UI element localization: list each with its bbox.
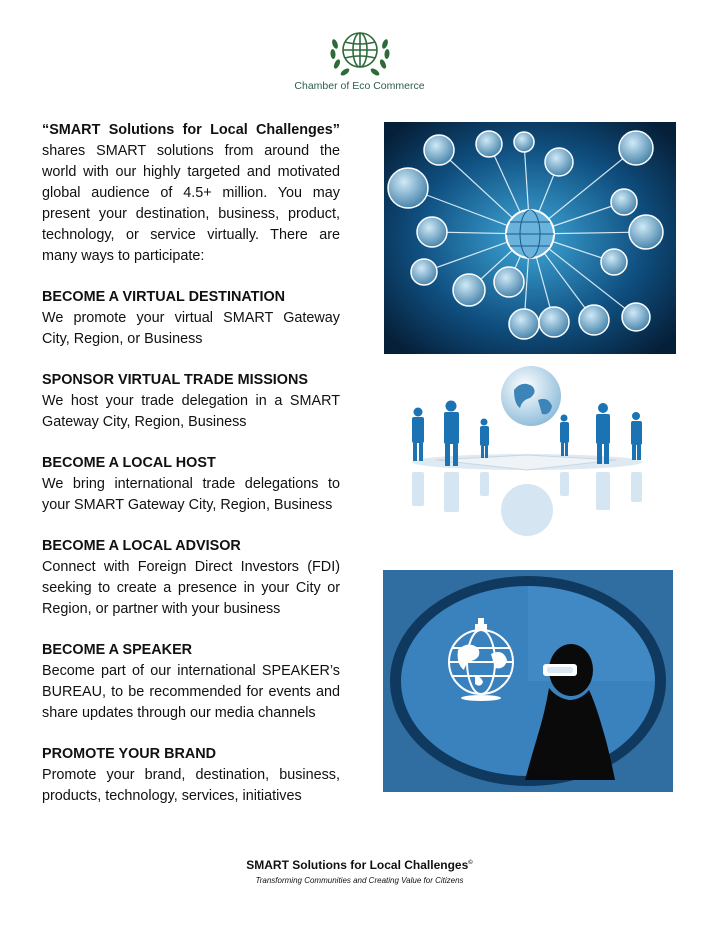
section-local-host <box>42 453 340 516</box>
section-virtual-destination <box>42 287 340 350</box>
section-heading: BECOME A VIRTUAL DESTINATION <box>42 289 286 305</box>
section-local-advisor <box>42 536 340 620</box>
content-column <box>42 120 340 807</box>
intro-paragraph <box>42 120 340 267</box>
business-people-globe-image <box>396 360 658 560</box>
section-text: We promote your virtual SMART Gateway City, Region, or Business <box>42 310 340 347</box>
footer-subtitle: Transforming Communities and Creating Value for Citizens <box>255 876 464 885</box>
section-heading: BECOME A LOCAL ADVISOR <box>42 538 241 554</box>
section-text: Become part of our international SPEAKER’s BUREAU, to be recommended for events and share updates through our media channels <box>42 663 340 721</box>
section-speaker <box>42 640 340 724</box>
section-heading: SPONSOR VIRTUAL TRADE MISSIONS <box>42 372 308 388</box>
section-text: We bring international trade delegations to your SMART Gateway City, Region, Business <box>42 476 340 513</box>
section-heading: BECOME A LOCAL HOST <box>42 455 216 471</box>
section-text: We host your trade delegation in a SMART Gateway City, Region, Business <box>42 393 340 430</box>
copyright-mark: © <box>468 860 473 866</box>
network-screens-image <box>384 122 676 354</box>
chamber-globe-logo <box>325 26 395 82</box>
section-heading: BECOME A SPEAKER <box>42 642 193 658</box>
vr-headset-globe-image <box>383 570 673 792</box>
intro-title: “SMART Solutions for Local Challenges” <box>42 122 340 138</box>
section-text: Connect with Foreign Direct Investors (FDI) seeking to create a presence in your City or Region, or partner with your business <box>42 559 340 617</box>
org-name: Chamber of Eco Commerce <box>294 80 425 92</box>
intro-text: shares SMART solutions from around the world with our highly targeted and motivated global audience of 4.5+ million. You may present your destination, business, product, technology, or service virtually. There are many ways to participate: <box>42 143 340 264</box>
section-promote-brand <box>42 744 340 807</box>
footer-title <box>0 858 719 872</box>
section-trade-missions <box>42 370 340 433</box>
section-text: Promote your brand, destination, business, products, technology, services, initiatives <box>42 767 340 804</box>
footer-title-text: SMART Solutions for Local Challenges <box>246 858 469 872</box>
section-heading: PROMOTE YOUR BRAND <box>42 746 217 762</box>
